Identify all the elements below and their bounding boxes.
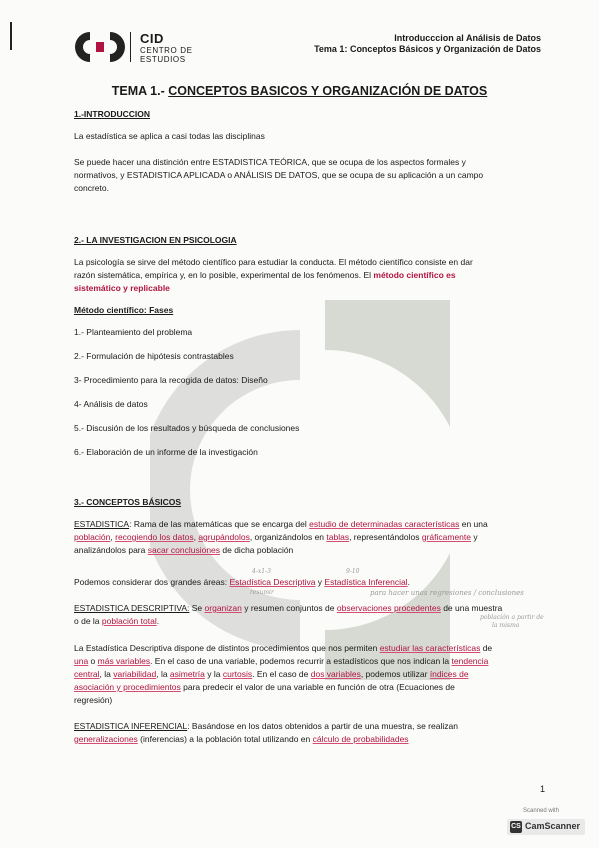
text-run: . En el caso de [252, 669, 311, 679]
text-run: . En el caso de una variable, podemos recurrir a estadísticos que nos indican la [150, 656, 452, 666]
highlight: estudiar las características [379, 643, 481, 653]
highlight: población total [101, 616, 157, 626]
cid-logo-icon [74, 30, 136, 64]
highlight: Estadística Descriptiva [229, 577, 316, 587]
descriptiva-line-2 [74, 615, 534, 628]
handwritten-number-2: 9-10 [346, 568, 360, 575]
estadistica-line-1 [74, 518, 534, 531]
highlight: variabilidad [113, 669, 157, 679]
text-run: y [315, 577, 325, 587]
phase-item: 4- Análisis de datos [74, 399, 148, 409]
title-prefix: TEMA 1.- [111, 84, 169, 98]
handwritten-note-poblacion: población a partir de [480, 614, 544, 621]
phase-item: 2.- Formulación de hipótesis contrastables [74, 351, 234, 361]
term-estadistica: ESTADISTICA [74, 519, 130, 529]
descriptiva2-line-1 [74, 642, 534, 655]
phases-heading: Método científico: Fases [74, 305, 174, 315]
text-run: , representándolos [349, 532, 422, 542]
text-run: , la [156, 669, 170, 679]
text-run: , podemos utilizar [360, 669, 430, 679]
page-number: 1 [540, 784, 546, 794]
text-run: de una muestra [440, 603, 503, 613]
cid-logo [74, 30, 204, 64]
intro-paragraph-2-line-2: normativos, y ESTADISTICA APLICADA o ANÁLISIS DE DATOS, que se ocupa de su aplicación a un campo [74, 170, 484, 180]
highlight: Estadística Inferencial [324, 577, 408, 587]
text-run: Podemos considerar dos grandes áreas: [74, 577, 230, 587]
estadistica-line-2 [74, 531, 534, 544]
camscanner-watermark [505, 808, 587, 838]
text-run: y [471, 532, 478, 542]
logo-title: CID [140, 31, 164, 46]
page-title [0, 84, 599, 98]
areas-line [74, 576, 534, 589]
camscanner-badge [507, 819, 585, 835]
phase-item: 6.- Elaboración de un informe de la investigación [74, 447, 258, 457]
inferencial-line-2 [74, 733, 534, 746]
header-info [314, 33, 541, 55]
handwritten-note-conclusiones: para hacer unas regresiones / conclusiones [370, 589, 524, 597]
phase-item: 1.- Planteamiento del problema [74, 327, 193, 337]
text-run: Se [189, 603, 205, 613]
text-run: , la [99, 669, 114, 679]
text-run: analizándolos para [74, 545, 148, 555]
highlight: una [74, 656, 89, 666]
scanned-with-label: Scanned with [523, 808, 560, 814]
highlight: central [74, 669, 100, 679]
text-run: en una [459, 519, 488, 529]
highlight: generalizaciones [74, 734, 138, 744]
text-run: para predecir el valor de una variable en función de otra (Ecuaciones de [180, 682, 455, 692]
text-run: . [407, 577, 410, 587]
section-heading-psicologia: 2.- LA INVESTIGACION EN PSICOLOGIA [74, 235, 237, 245]
text-run: y resumen conjuntos de [241, 603, 337, 613]
psico-line-3-highlight: sistemático y replicable [74, 283, 170, 293]
highlight: tendencia [451, 656, 489, 666]
highlight: dos variables [310, 669, 361, 679]
scan-edge-mark [10, 22, 12, 50]
highlight: curtosis [222, 669, 253, 679]
logo-subtitle-1: CENTRO DE [140, 46, 193, 55]
intro-paragraph-1: La estadística se aplica a casi todas las disciplinas [74, 131, 265, 141]
text-run: : Rama de las matemáticas que se encarga del [129, 519, 310, 529]
text-run: y la [204, 669, 223, 679]
text-run: , [110, 532, 116, 542]
highlight: sacar conclusiones [147, 545, 221, 555]
descriptiva2-line-5: regresión) [74, 695, 113, 705]
intro-paragraph-2-line-3: concreto. [74, 183, 109, 193]
text-run: o de la [74, 616, 102, 626]
camscanner-icon: CS [510, 821, 522, 833]
handwritten-note-resumir: resumir [250, 589, 274, 596]
section-heading-intro: 1.-INTRODUCCION [74, 109, 151, 119]
text-run: , organizándolos en [249, 532, 327, 542]
highlight: estudio de determinadas características [309, 519, 460, 529]
highlight-metodo: método científico es [373, 270, 456, 280]
text-run: La Estadística Descriptiva dispone de distintos procedimientos que nos permiten [74, 643, 380, 653]
handwritten-note-misma: la misma [492, 622, 520, 629]
highlight: organizan [204, 603, 242, 613]
term-inferencial: ESTADISTICA INFERENCIAL [74, 721, 188, 731]
text-run: . [156, 616, 160, 626]
highlight: recogiendo los datos [115, 532, 194, 542]
psico-line-2-text: razón sistemática, empírica y, en lo posible, experimental de los fenómenos. El [74, 270, 374, 280]
highlight: asociación y procedimientos [74, 682, 181, 692]
term-descriptiva: ESTADISTICA DESCRIPTIVA: [74, 603, 190, 613]
title-underlined: CONCEPTOS BASICOS Y ORGANIZACIÓN DE DATOS [168, 84, 488, 98]
text-run: : Basándose en los datos obtenidos a partir de una muestra, se realizan [187, 721, 458, 731]
camscanner-brand: CamScanner [525, 821, 581, 831]
highlight: gráficamente [421, 532, 471, 542]
text-run: , [193, 532, 199, 542]
highlight: tablas [326, 532, 350, 542]
handwritten-number-1: 4-x1-3 [252, 568, 271, 575]
inferencial-line-1 [74, 720, 534, 733]
text-run: de [480, 643, 493, 653]
psico-line-1: La psicología se sirve del método científico para estudiar la conducta. El método científico consiste en dar [74, 257, 473, 267]
text-run: (inferencias) a la población total utilizando en [137, 734, 313, 744]
estadistica-line-3 [74, 544, 534, 557]
highlight: más variables [97, 656, 151, 666]
highlight: agrupándolos [198, 532, 250, 542]
text-run: de dicha población [220, 545, 294, 555]
highlight: cálculo de probabilidades [312, 734, 409, 744]
section-heading-conceptos: 3.- CONCEPTOS BÁSICOS [74, 497, 182, 507]
intro-paragraph-2-line-1: Se puede hacer una distinción entre ESTADISTICA TEÓRICA, que se ocupa de los aspectos formales y [74, 157, 466, 167]
course-name: Introducccion al Análisis de Datos [394, 33, 541, 43]
highlight: población [74, 532, 111, 542]
descriptiva-line-1 [74, 602, 534, 615]
logo-subtitle-2: ESTUDIOS [140, 55, 186, 64]
phase-item: 5.- Discusión de los resultados y búsqueda de conclusiones [74, 423, 300, 433]
descriptiva2-line-3 [74, 668, 534, 681]
highlight: asimetría [169, 669, 205, 679]
phase-item: 3- Procedimiento para la recogida de datos: Diseño [74, 375, 268, 385]
descriptiva2-line-2 [74, 655, 534, 668]
highlight: índices de [429, 669, 469, 679]
text-run: o [88, 656, 98, 666]
descriptiva2-line-4 [74, 681, 534, 694]
topic-name: Tema 1: Conceptos Básicos y Organización de Datos [314, 44, 541, 54]
psico-line-2 [74, 269, 534, 282]
highlight: observaciones procedentes [336, 603, 441, 613]
